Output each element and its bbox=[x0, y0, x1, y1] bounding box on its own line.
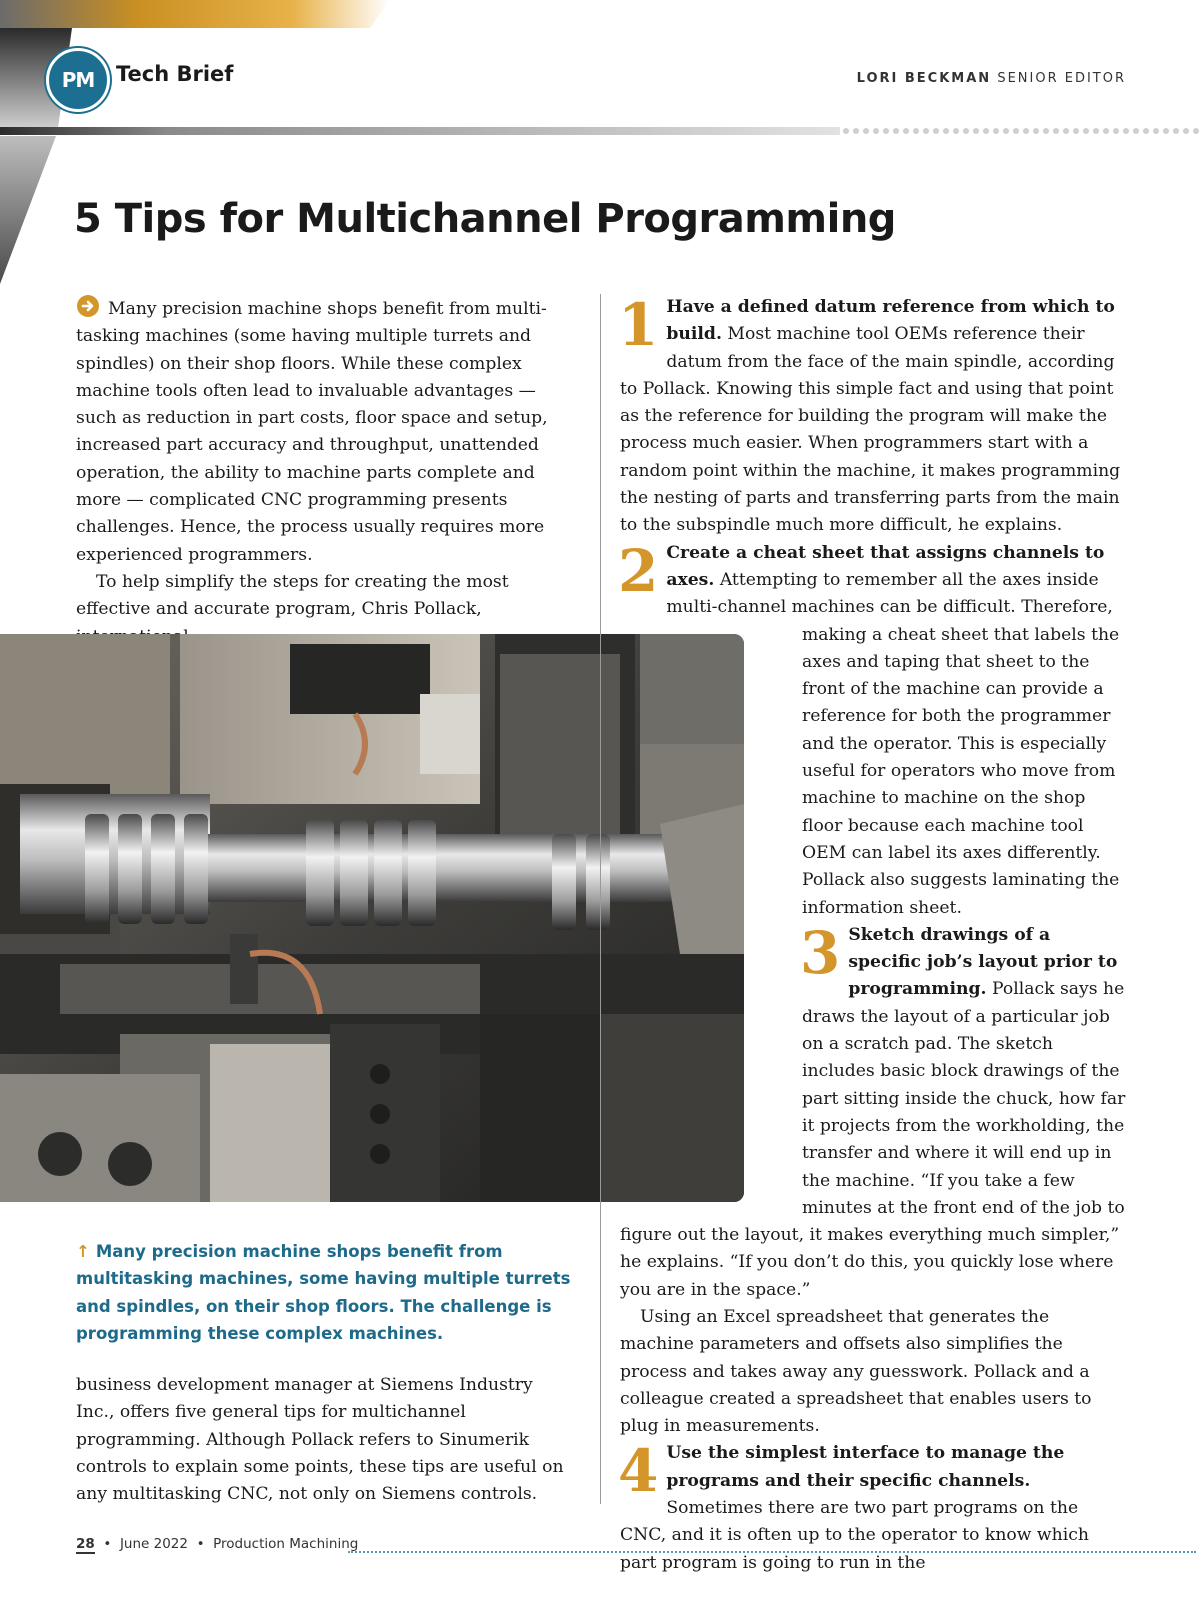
tip-number: 1 bbox=[618, 291, 659, 359]
issue-date: June 2022 bbox=[119, 1536, 188, 1552]
tip-number: 3 bbox=[800, 918, 841, 987]
article-title: 5 Tips for Multichannel Programming bbox=[74, 196, 896, 242]
intro-column-bottom bbox=[76, 1372, 576, 1508]
tip-heading: Have a defined datum reference from which to build. bbox=[666, 297, 1115, 345]
page-footer: 28 • June 2022 • Production Machining bbox=[76, 1536, 359, 1552]
intro-paragraph-1-text: Many precision machine shops benefit from multi-tasking machines (some having multiple turrets and spindles) on their shop floors. While these complex machine tools often lead to invaluable advantages — such as reduction in part costs, floor space and setup, increased part accuracy and throughput, unattended operation, the ability to machine parts complete and more — complicated CNC programming presents challenges. Hence, the process usually requires more experienced programmers. bbox=[76, 299, 548, 565]
tip-body: Pollack says he draws the layout of a particular job on a scratch pad. The sketch includes basic block drawings of the part sitting inside the chuck, how far it projects from the workholding, the transfer and where it will end up in the machine. “If you take a few minutes at the front end of the job to figure out the layout, it makes everything much simpler,” he explains. “If you don’t do this, you quickly lose where you are in the space.” bbox=[620, 979, 1126, 1300]
tips-column bbox=[618, 291, 1128, 1577]
author-name: LORI BECKMAN bbox=[856, 71, 992, 86]
tip-number: 2 bbox=[618, 536, 659, 605]
tip-body: channel machines can be difficult. Therefore, making a cheat sheet that labels the axes and taping that sheet to the front of the machine can provide a reference for both the programmer and the operator. This is especially useful for operators who move from machine to machine on the shop floor because each machine tool OEM can label its axes differently. Pollack also suggests laminating the information sheet. bbox=[717, 597, 1120, 918]
author-role: SENIOR EDITOR bbox=[997, 71, 1126, 86]
photo-wrap-space bbox=[620, 622, 802, 1214]
left-wedge bbox=[0, 136, 60, 286]
pm-logo: PM bbox=[46, 48, 110, 112]
tip-body: Most machine tool OEMs reference their datum from the face of the main spindle, according to Pollack. Knowing this simple fact and using that point as the reference for building the program will make the process much easier. When programmers start with a random point within the machine, it makes programming the nesting of parts and transferring parts from the main to the subspindle much more difficult, he explains. bbox=[620, 324, 1121, 536]
magazine-name: Production Machining bbox=[213, 1536, 359, 1552]
tip-2 bbox=[618, 536, 1128, 922]
intro-paragraph-2: To help simplify the steps for creating the most effective and accurate program, Chris Pollack, bbox=[76, 571, 509, 620]
intro-column-top bbox=[76, 294, 576, 651]
tip-1 bbox=[618, 291, 1128, 540]
tip-number: 4 bbox=[618, 1437, 659, 1506]
tip-heading: Sketch drawings of a specific job’s layout prior to programming. bbox=[848, 924, 1118, 1000]
header-dot-rule bbox=[840, 126, 1200, 136]
caption-text: Many precision machine shops benefit from multitasking machines, some having multiple turrets and spindles, on their shop floors. The challenge is programming these complex machines. bbox=[76, 1242, 571, 1343]
byline bbox=[857, 71, 1126, 86]
photo-caption bbox=[76, 1238, 586, 1347]
tip-body-line: Attempting to remember all the axes inside multi- bbox=[666, 569, 1099, 618]
tip-4 bbox=[618, 1437, 1128, 1576]
page-number: 28 bbox=[76, 1536, 95, 1552]
footer-dotted-rule bbox=[348, 1551, 1196, 1553]
tip-heading: Use the simplest interface to manage the programs and their specific channels. bbox=[666, 1443, 1065, 1491]
tip-heading: Create a cheat sheet that assigns channels to axes. bbox=[666, 542, 1105, 590]
arrow-circle-icon bbox=[76, 294, 100, 318]
intro-paragraph-1 bbox=[76, 294, 576, 569]
tip-body: Sometimes there are two part programs on the CNC, and it is often up to the operator to know which part program is going to run in the bbox=[620, 1498, 1089, 1573]
tip-3-extra: Using an Excel spreadsheet that generates the machine parameters and offsets also simplifies the process and takes away any guesswork. Pollack and a colleague created a spreadsheet that enables users to plug in measurements. bbox=[620, 1306, 1092, 1437]
intro-paragraph-2-continued: business development manager at Siemens Industry Inc., offers five general tips for multichannel programming. Although Pollack refers to Sinumerik controls to explain some points, these tips are useful on any multitasking CNC, not only on Siemens controls. bbox=[76, 1375, 564, 1505]
column-divider bbox=[600, 294, 601, 1504]
section-label: Tech Brief bbox=[116, 62, 234, 86]
arrow-up-icon: ↑ bbox=[76, 1242, 90, 1261]
